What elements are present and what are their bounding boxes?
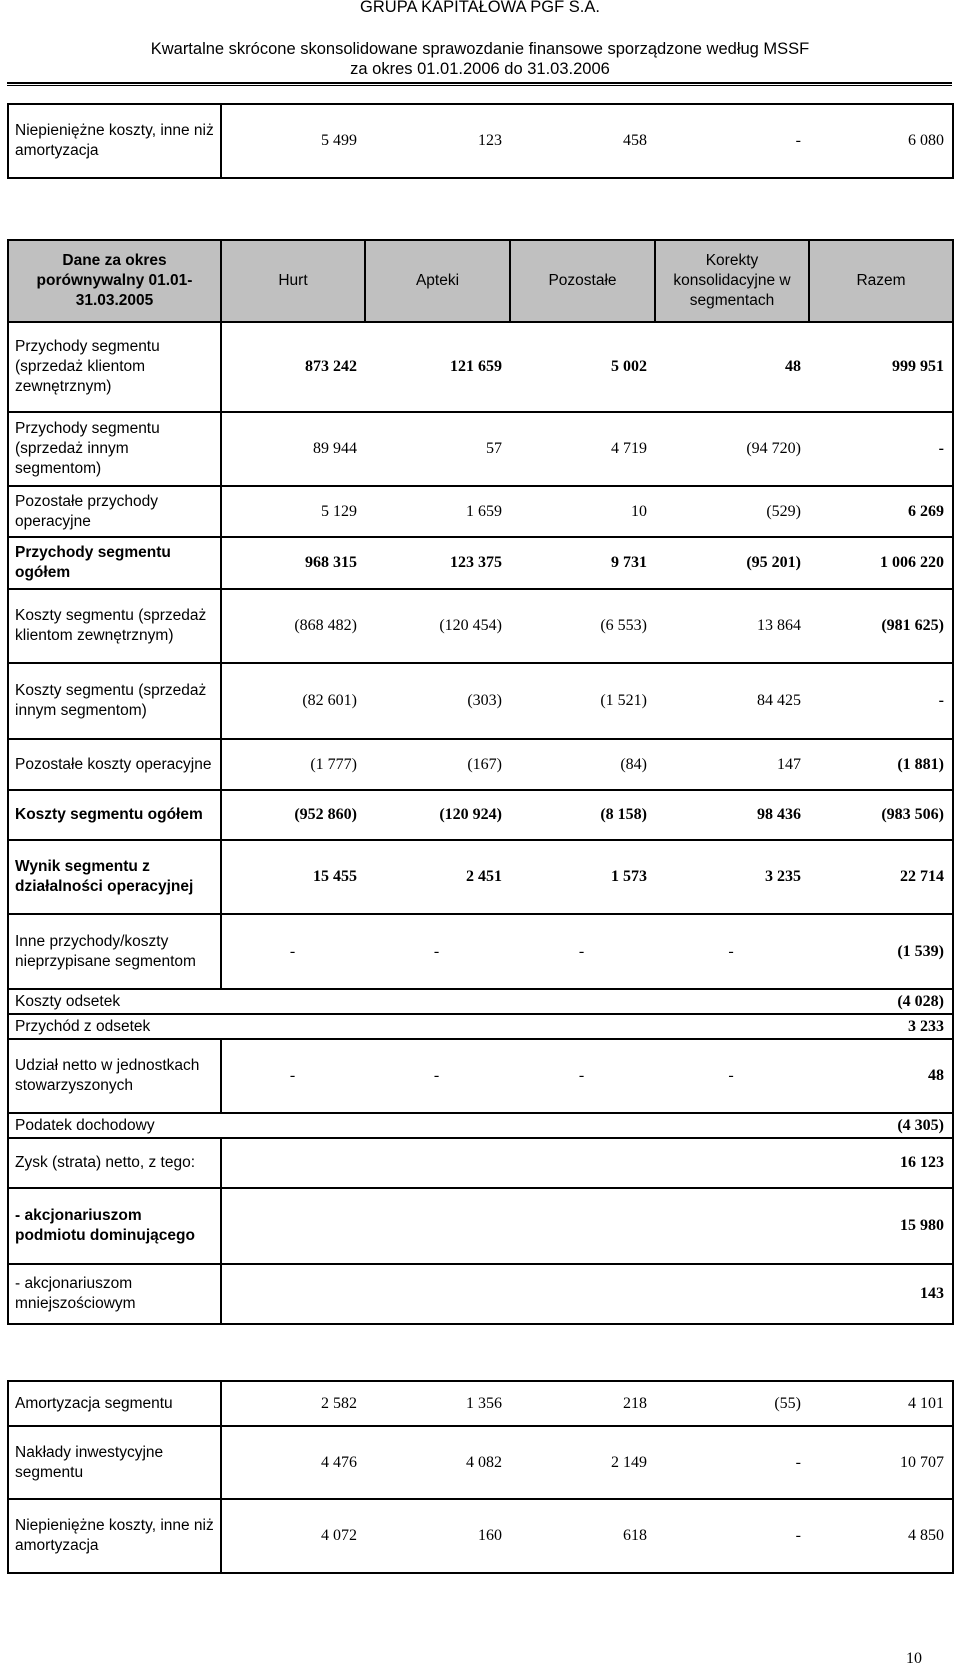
- row-label: Koszty odsetek: [8, 989, 809, 1014]
- cell-hurt: (82 601): [221, 663, 365, 739]
- cell-apteki: 4 082: [365, 1426, 510, 1499]
- cell-pozostale: (8 158): [510, 790, 655, 840]
- header-rule-thin: [7, 85, 952, 86]
- cell-korekty: (94 720): [655, 412, 809, 486]
- header-period: Dane za okres porównywalny 01.01-31.03.2005: [8, 240, 221, 322]
- header-korekty: Korekty konsolidacyjne w segmentach: [655, 240, 809, 322]
- empty-cell: [221, 1264, 809, 1324]
- table-row: [8, 1499, 953, 1573]
- cell-apteki: 1 659: [365, 486, 510, 537]
- cell-pozostale: 4 719: [510, 412, 655, 486]
- table-row: [8, 537, 953, 589]
- row-label: Podatek dochodowy: [8, 1113, 809, 1138]
- table-row: [8, 322, 953, 412]
- cell-razem: (1 539): [809, 914, 953, 989]
- cell-hurt: -: [221, 1039, 365, 1113]
- cell-apteki: 1 356: [365, 1381, 510, 1426]
- cell-korekty: 13 864: [655, 589, 809, 663]
- cell-razem: (1 881): [809, 739, 953, 790]
- table-row: [8, 1014, 953, 1039]
- row-label: Pozostałe koszty operacyjne: [8, 739, 221, 790]
- table-row: [8, 663, 953, 739]
- table-row: [8, 1188, 953, 1264]
- row-label: Nakłady inwestycyjne segmentu: [8, 1426, 221, 1499]
- cell-pozostale: 1 573: [510, 840, 655, 914]
- row-label: Przychody segmentu (sprzedaż klientom zewnętrznym): [8, 322, 221, 412]
- header-razem: Razem: [809, 240, 953, 322]
- cell-korekty: -: [655, 1499, 809, 1573]
- cell-razem: 143: [809, 1264, 953, 1324]
- cell-korekty: -: [655, 1039, 809, 1113]
- cell-pozostale: (1 521): [510, 663, 655, 739]
- table-row: [8, 1426, 953, 1499]
- report-title: Kwartalne skrócone skonsolidowane sprawozdanie finansowe sporządzone według MSSF: [150, 40, 810, 58]
- table-row: [8, 486, 953, 537]
- report-period: za okres 01.01.2006 do 31.03.2006: [350, 60, 610, 78]
- empty-cell: [221, 1138, 809, 1188]
- cell-hurt: 873 242: [221, 322, 365, 412]
- cell-apteki: (167): [365, 739, 510, 790]
- top-table: [7, 103, 954, 179]
- cell-razem: 10 707: [809, 1426, 953, 1499]
- row-label: - akcjonariuszom podmiotu dominującego: [8, 1188, 221, 1264]
- cell-apteki: 160: [365, 1499, 510, 1573]
- table-row: [8, 989, 953, 1014]
- cell-apteki: 57: [365, 412, 510, 486]
- cell-apteki: 2 451: [365, 840, 510, 914]
- cell-korekty: 84 425: [655, 663, 809, 739]
- cell-hurt: (952 860): [221, 790, 365, 840]
- cell-hurt: 4 476: [221, 1426, 365, 1499]
- cell-apteki: -: [365, 1039, 510, 1113]
- cell-razem: (981 625): [809, 589, 953, 663]
- bottom-table: [7, 1380, 954, 1574]
- cell-pozostale: 2 149: [510, 1426, 655, 1499]
- table-header-row: [8, 240, 953, 322]
- table-row: [8, 1039, 953, 1113]
- cell-hurt: 4 072: [221, 1499, 365, 1573]
- table-row: [8, 739, 953, 790]
- cell-apteki: -: [365, 914, 510, 989]
- row-label: Koszty segmentu (sprzedaż innym segmentom): [8, 663, 221, 739]
- row-label: Wynik segmentu z działalności operacyjnej: [8, 840, 221, 914]
- row-label: Udział netto w jednostkach stowarzyszonych: [8, 1039, 221, 1113]
- row-label: Koszty segmentu ogółem: [8, 790, 221, 840]
- cell-razem: 4 101: [809, 1381, 953, 1426]
- row-label: Amortyzacja segmentu: [8, 1381, 221, 1426]
- cell-razem: 999 951: [809, 322, 953, 412]
- table-row: [8, 589, 953, 663]
- row-label: Niepieniężne koszty, inne niż amortyzacja: [8, 1499, 221, 1573]
- header-rule: [7, 82, 952, 84]
- cell-razem: 6 269: [809, 486, 953, 537]
- table-row: [8, 1138, 953, 1188]
- row-label: Przychód z odsetek: [8, 1014, 809, 1039]
- cell-hurt: 5 129: [221, 486, 365, 537]
- cell-razem: 1 006 220: [809, 537, 953, 589]
- cell-razem: 16 123: [809, 1138, 953, 1188]
- cell-pozostale: 618: [510, 1499, 655, 1573]
- table-row: [8, 1264, 953, 1324]
- row-label: Zysk (strata) netto, z tego:: [8, 1138, 221, 1188]
- cell-hurt: -: [221, 914, 365, 989]
- cell-korekty: 98 436: [655, 790, 809, 840]
- cell-korekty: -: [655, 914, 809, 989]
- cell-razem: 4 850: [809, 1499, 953, 1573]
- cell-korekty: (529): [655, 486, 809, 537]
- cell-pozostale: -: [510, 1039, 655, 1113]
- cell-razem: 48: [809, 1039, 953, 1113]
- empty-cell: [221, 1188, 809, 1264]
- row-label: Koszty segmentu (sprzedaż klientom zewnętrznym): [8, 589, 221, 663]
- cell-korekty: -: [655, 1426, 809, 1499]
- cell-razem: 22 714: [809, 840, 953, 914]
- cell-apteki: 121 659: [365, 322, 510, 412]
- cell-razem: -: [809, 663, 953, 739]
- cell-korekty: (95 201): [655, 537, 809, 589]
- cell-korekty: (55): [655, 1381, 809, 1426]
- cell-apteki: (120 454): [365, 589, 510, 663]
- cell-hurt: 968 315: [221, 537, 365, 589]
- cell-razem: (4 305): [809, 1113, 953, 1138]
- table-row: [8, 790, 953, 840]
- cell-razem: (983 506): [809, 790, 953, 840]
- cell-razem: (4 028): [809, 989, 953, 1014]
- cell-pozostale: -: [510, 914, 655, 989]
- table-row: [8, 1381, 953, 1426]
- cell-korekty: 3 235: [655, 840, 809, 914]
- row-label: Niepieniężne koszty, inne niż amortyzacja: [8, 104, 221, 178]
- cell-apteki: 123: [365, 104, 510, 178]
- cell-razem: -: [809, 412, 953, 486]
- segment-table: [7, 239, 954, 1325]
- cell-razem: 15 980: [809, 1188, 953, 1264]
- cell-hurt: 5 499: [221, 104, 365, 178]
- header-pozostale: Pozostałe: [510, 240, 655, 322]
- row-label: Przychody segmentu ogółem: [8, 537, 221, 589]
- table-row: [8, 914, 953, 989]
- cell-hurt: (1 777): [221, 739, 365, 790]
- cell-hurt: (868 482): [221, 589, 365, 663]
- cell-korekty: 48: [655, 322, 809, 412]
- row-label: Pozostałe przychody operacyjne: [8, 486, 221, 537]
- page-number: 10: [906, 1650, 922, 1667]
- cell-apteki: 123 375: [365, 537, 510, 589]
- table-row: [8, 840, 953, 914]
- header-apteki: Apteki: [365, 240, 510, 322]
- table-row: [8, 104, 953, 178]
- cell-pozostale: (84): [510, 739, 655, 790]
- cell-korekty: -: [655, 104, 809, 178]
- row-label: - akcjonariuszom mniejszościowym: [8, 1264, 221, 1324]
- cell-hurt: 89 944: [221, 412, 365, 486]
- cell-apteki: (303): [365, 663, 510, 739]
- cell-pozostale: 218: [510, 1381, 655, 1426]
- cell-pozostale: (6 553): [510, 589, 655, 663]
- header-hurt: Hurt: [221, 240, 365, 322]
- row-label: Przychody segmentu (sprzedaż innym segmentom): [8, 412, 221, 486]
- company-title: GRUPA KAPITAŁOWA PGF S.A.: [360, 0, 600, 16]
- cell-razem: 6 080: [809, 104, 953, 178]
- cell-pozostale: 9 731: [510, 537, 655, 589]
- cell-hurt: 15 455: [221, 840, 365, 914]
- row-label: Inne przychody/koszty nieprzypisane segmentom: [8, 914, 221, 989]
- cell-hurt: 2 582: [221, 1381, 365, 1426]
- cell-pozostale: 5 002: [510, 322, 655, 412]
- cell-pozostale: 10: [510, 486, 655, 537]
- cell-pozostale: 458: [510, 104, 655, 178]
- cell-apteki: (120 924): [365, 790, 510, 840]
- table-row: [8, 1113, 953, 1138]
- table-row: [8, 412, 953, 486]
- cell-razem: 3 233: [809, 1014, 953, 1039]
- cell-korekty: 147: [655, 739, 809, 790]
